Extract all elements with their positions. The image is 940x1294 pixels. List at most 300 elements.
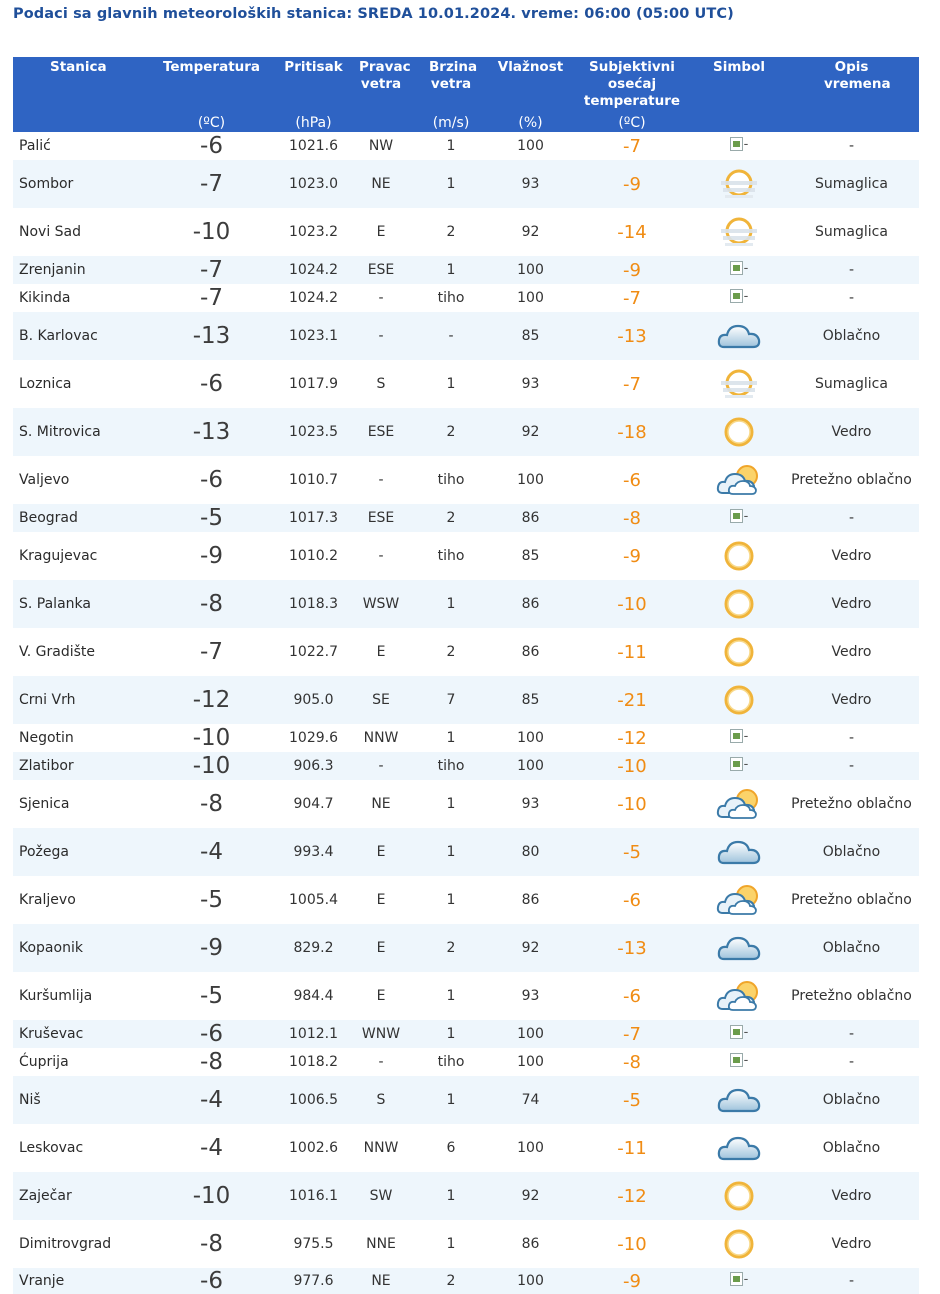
humidity-cell: 92 [491, 1172, 570, 1220]
wind-direction-cell: ESE [351, 504, 411, 532]
table-row [13, 504, 919, 532]
humidity-cell: 100 [517, 472, 544, 488]
table-body [13, 132, 919, 1294]
humidity-cell: 100 [491, 1020, 570, 1048]
humidity-cell: 86 [491, 504, 570, 532]
feels-like-cell: -6 [623, 889, 641, 911]
temperature-cell: -7 [147, 256, 276, 284]
temperature-cell: -6 [200, 467, 223, 493]
table-row [13, 1048, 919, 1076]
page-title: Podaci sa glavnih meteoroloških stanica: SREDA 10.01.2024. vreme: 06:00 (05:00 UTC) [13, 6, 734, 22]
weather-description-cell: Oblačno [784, 828, 919, 876]
weather-description-cell: Oblačno [822, 1140, 881, 1156]
cloud-icon [694, 924, 784, 972]
pressure-cell: 1002.6 [289, 1140, 338, 1156]
wind-direction-cell: - [378, 548, 384, 564]
pressure-cell: 1010.2 [289, 548, 338, 564]
temperature-cell: -6 [147, 1268, 276, 1294]
weather-description-cell: - [784, 752, 919, 780]
feels-like-cell: -10 [617, 793, 647, 815]
station-cell: Ćuprija [19, 1054, 69, 1070]
pressure-cell: 906.3 [276, 752, 351, 780]
partly-cloudy-icon [694, 972, 784, 1020]
feels-like-cell: -12 [617, 727, 647, 749]
col-header-humidity [491, 57, 570, 132]
stations-table [13, 57, 919, 1294]
pressure-cell: 1010.7 [289, 472, 338, 488]
table-header-row [13, 57, 919, 132]
table-row [13, 208, 919, 256]
wind-direction-cell: E [376, 988, 386, 1004]
col-header-wind-speed [411, 57, 491, 132]
wind-direction-cell: S [351, 1076, 411, 1124]
table-row [13, 256, 919, 284]
wind-speed-cell: 1 [446, 796, 456, 812]
sun-icon [694, 408, 784, 456]
feels-like-cell: -7 [570, 1020, 694, 1048]
col-header-label: Temperatura [162, 59, 261, 75]
temperature-cell: -4 [200, 1135, 223, 1161]
col-header-pressure [276, 57, 351, 132]
weather-description-cell: - [784, 1020, 919, 1048]
feels-like-cell: -9 [570, 160, 694, 208]
pressure-cell: 829.2 [276, 924, 351, 972]
station-cell: Negotin [19, 730, 74, 746]
wind-direction-cell: - [378, 1054, 384, 1070]
cloud-icon [694, 1124, 784, 1172]
feels-like-cell: -10 [617, 1233, 647, 1255]
table-row [13, 360, 919, 408]
feels-like-cell: -10 [570, 580, 694, 628]
weather-description-cell: Sumaglica [784, 160, 919, 208]
pressure-cell: 984.4 [293, 988, 334, 1004]
col-header-feels-like [570, 57, 694, 132]
col-header-unit: (hPa) [295, 115, 332, 131]
sun-icon [694, 628, 784, 676]
col-header-unit: (ºC) [618, 115, 646, 131]
haze-icon [694, 360, 784, 408]
station-cell: Kikinda [19, 290, 71, 306]
temperature-cell: -10 [147, 752, 276, 780]
pressure-cell: 1024.2 [289, 290, 338, 306]
wind-direction-cell: NE [351, 160, 411, 208]
feels-like-cell: -9 [623, 545, 641, 567]
pressure-cell: 1006.5 [276, 1076, 351, 1124]
col-header-label: Brzina vetra [429, 59, 478, 92]
humidity-cell: 100 [517, 290, 544, 306]
station-cell: Beograd [13, 504, 147, 532]
table-row [13, 408, 919, 456]
table-row [13, 160, 919, 208]
wind-speed-cell: 7 [411, 676, 491, 724]
weather-description-cell: - [784, 1268, 919, 1294]
col-header-unit: (%) [518, 115, 543, 131]
temperature-cell: -8 [200, 791, 223, 817]
wind-speed-cell: 1 [446, 730, 456, 746]
broken-image-icon: - [694, 1268, 784, 1294]
col-header-temperature [147, 57, 276, 132]
station-cell: S. Palanka [13, 580, 147, 628]
table-row [13, 724, 919, 752]
weather-description-cell: Vedro [831, 644, 872, 660]
pressure-cell: 1023.1 [276, 312, 351, 360]
pressure-cell: 1023.2 [289, 224, 338, 240]
pressure-cell: 1022.7 [289, 644, 338, 660]
feels-like-cell: -13 [570, 312, 694, 360]
temperature-cell: -8 [200, 1231, 223, 1257]
station-cell: Novi Sad [19, 224, 82, 240]
wind-direction-cell: WSW [351, 580, 411, 628]
broken-image-icon: - [694, 1020, 784, 1048]
wind-direction-cell: - [378, 290, 384, 306]
table-row [13, 628, 919, 676]
weather-description-cell: - [784, 256, 919, 284]
station-cell: Požega [13, 828, 147, 876]
weather-description-cell: - [848, 138, 855, 154]
humidity-cell: 100 [517, 730, 544, 746]
humidity-cell: 100 [491, 256, 570, 284]
wind-direction-cell: NE [371, 796, 391, 812]
feels-like-cell: -8 [623, 1051, 641, 1073]
pressure-cell: 1023.5 [276, 408, 351, 456]
wind-direction-cell: E [376, 224, 386, 240]
wind-speed-cell: 6 [446, 1140, 456, 1156]
wind-speed-cell: - [411, 312, 491, 360]
wind-speed-cell: 1 [446, 1236, 456, 1252]
col-header-label: Subjektivni osećaj temperature [583, 59, 681, 109]
pressure-cell: 1005.4 [289, 892, 338, 908]
temperature-cell: -9 [147, 924, 276, 972]
temperature-cell: -6 [147, 1020, 276, 1048]
wind-speed-cell: 2 [411, 408, 491, 456]
broken-image-icon: - [694, 504, 784, 532]
humidity-cell: 86 [521, 644, 540, 660]
feels-like-cell: -8 [570, 504, 694, 532]
humidity-cell: 100 [491, 752, 570, 780]
humidity-cell: 93 [521, 376, 540, 392]
station-cell: Leskovac [19, 1140, 84, 1156]
pressure-cell: 1017.9 [289, 376, 338, 392]
wind-direction-cell: E [351, 828, 411, 876]
weather-description-cell: Vedro [784, 676, 919, 724]
wind-speed-cell: 2 [411, 924, 491, 972]
col-header-label: Vlažnost [497, 59, 564, 75]
weather-description-cell: Vedro [831, 548, 872, 564]
temperature-cell: -4 [147, 1076, 276, 1124]
station-cell: Palić [19, 138, 51, 154]
wind-speed-cell: 2 [446, 644, 456, 660]
weather-description-cell: Oblačno [784, 924, 919, 972]
table-row [13, 1220, 919, 1268]
wind-direction-cell: SW [351, 1172, 411, 1220]
broken-image-icon: - [694, 284, 784, 312]
wind-direction-cell: NNE [366, 1236, 396, 1252]
col-header-label: Opis vremena [824, 59, 891, 92]
pressure-cell: 1017.3 [276, 504, 351, 532]
wind-speed-cell: 1 [446, 376, 456, 392]
feels-like-cell: -6 [623, 985, 641, 1007]
temperature-cell: -7 [147, 160, 276, 208]
weather-description-cell: Pretežno oblačno [791, 892, 912, 908]
feels-like-cell: -14 [617, 221, 647, 243]
col-header-label: Stanica [50, 59, 107, 75]
station-cell: V. Gradište [19, 644, 96, 660]
col-header-unit: (ºC) [197, 115, 226, 131]
station-cell: Valjevo [19, 472, 70, 488]
temperature-cell: -6 [200, 133, 223, 159]
sun-icon [694, 532, 784, 580]
feels-like-cell: -6 [623, 469, 641, 491]
broken-image-icon: - [694, 132, 784, 160]
table-row [13, 284, 919, 312]
feels-like-cell: -9 [570, 256, 694, 284]
weather-description-cell: Pretežno oblačno [791, 472, 912, 488]
broken-image-icon: - [694, 752, 784, 780]
table-row [13, 876, 919, 924]
wind-direction-cell: - [351, 752, 411, 780]
sun-icon [694, 1220, 784, 1268]
wind-speed-cell: 1 [446, 988, 456, 1004]
weather-description-cell: - [848, 1054, 855, 1070]
table-row [13, 972, 919, 1020]
station-cell: Kuršumlija [19, 988, 93, 1004]
sun-icon [694, 580, 784, 628]
wind-direction-cell: E [351, 924, 411, 972]
temperature-cell: -4 [147, 828, 276, 876]
stations-table-wrapper [13, 57, 919, 1294]
humidity-cell: 85 [491, 676, 570, 724]
station-cell: Kragujevac [19, 548, 98, 564]
temperature-cell: -12 [147, 676, 276, 724]
temperature-cell: -10 [192, 219, 231, 245]
wind-speed-cell: 2 [411, 1268, 491, 1294]
wind-direction-cell: NW [368, 138, 394, 154]
humidity-cell: 100 [517, 1140, 544, 1156]
table-row [13, 1268, 919, 1294]
humidity-cell: 86 [491, 580, 570, 628]
station-cell: Loznica [19, 376, 72, 392]
wind-direction-cell: ESE [351, 256, 411, 284]
table-row [13, 1172, 919, 1220]
broken-image-icon: - [694, 724, 784, 752]
weather-description-cell: Vedro [784, 1172, 919, 1220]
wind-speed-cell: 1 [411, 256, 491, 284]
station-cell: Vranje [13, 1268, 147, 1294]
weather-description-cell: - [848, 730, 855, 746]
weather-description-cell: Sumaglica [815, 376, 888, 392]
feels-like-cell: -21 [570, 676, 694, 724]
station-cell: S. Mitrovica [13, 408, 147, 456]
humidity-cell: 74 [491, 1076, 570, 1124]
weather-description-cell: Vedro [784, 580, 919, 628]
humidity-cell: 93 [521, 796, 540, 812]
station-cell: Kraljevo [19, 892, 76, 908]
temperature-cell: -10 [147, 1172, 276, 1220]
wind-direction-cell: - [351, 312, 411, 360]
wind-direction-cell: ESE [351, 408, 411, 456]
col-header-unit: (m/s) [432, 115, 470, 131]
pressure-cell: 1016.1 [276, 1172, 351, 1220]
cloud-icon [694, 312, 784, 360]
station-cell: Sombor [13, 160, 147, 208]
humidity-cell: 92 [521, 224, 540, 240]
temperature-cell: -8 [200, 1049, 223, 1075]
humidity-cell: 80 [491, 828, 570, 876]
wind-direction-cell: E [376, 644, 386, 660]
temperature-cell: -7 [200, 639, 223, 665]
pressure-cell: 1021.6 [289, 138, 338, 154]
col-header-description [784, 57, 919, 132]
wind-speed-cell: 2 [446, 224, 456, 240]
feels-like-cell: -13 [570, 924, 694, 972]
feels-like-cell: -7 [623, 135, 641, 157]
pressure-cell: 975.5 [293, 1236, 334, 1252]
sun-icon [694, 676, 784, 724]
wind-speed-cell: tiho [437, 290, 465, 306]
table-row [13, 456, 919, 504]
broken-image-icon: - [694, 256, 784, 284]
humidity-cell: 100 [491, 1268, 570, 1294]
table-row [13, 532, 919, 580]
humidity-cell: 85 [491, 312, 570, 360]
weather-description-cell: Oblačno [784, 1076, 919, 1124]
wind-speed-cell: 1 [446, 138, 456, 154]
col-header-station [13, 57, 147, 132]
weather-description-cell: Vedro [784, 408, 919, 456]
temperature-cell: -5 [147, 504, 276, 532]
pressure-cell: 1012.1 [276, 1020, 351, 1048]
station-cell: Zrenjanin [13, 256, 147, 284]
pressure-cell: 1023.0 [276, 160, 351, 208]
station-cell: Crni Vrh [13, 676, 147, 724]
feels-like-cell: -10 [570, 752, 694, 780]
wind-speed-cell: 1 [411, 580, 491, 628]
temperature-cell: -13 [147, 408, 276, 456]
station-cell: Kopaonik [13, 924, 147, 972]
temperature-cell: -5 [200, 983, 223, 1009]
wind-speed-cell: 1 [446, 892, 456, 908]
station-cell: B. Karlovac [13, 312, 147, 360]
weather-description-cell: Oblačno [784, 312, 919, 360]
feels-like-cell: -18 [570, 408, 694, 456]
weather-description-cell: Sumaglica [815, 224, 888, 240]
wind-speed-cell: 1 [411, 1172, 491, 1220]
cloud-icon [694, 1076, 784, 1124]
wind-speed-cell: tiho [411, 752, 491, 780]
wind-speed-cell: 1 [411, 1020, 491, 1048]
col-header-symbol [694, 57, 784, 132]
table-row [13, 580, 919, 628]
temperature-cell: -7 [200, 285, 223, 311]
feels-like-cell: -9 [570, 1268, 694, 1294]
pressure-cell: 905.0 [276, 676, 351, 724]
col-header-label: Simbol [713, 59, 765, 75]
wind-direction-cell: SE [351, 676, 411, 724]
station-cell: Kruševac [13, 1020, 147, 1048]
station-cell: Niš [13, 1076, 147, 1124]
table-row [13, 676, 919, 724]
wind-speed-cell: tiho [437, 472, 465, 488]
feels-like-cell: -7 [623, 287, 641, 309]
feels-like-cell: -5 [570, 1076, 694, 1124]
pressure-cell: 993.4 [276, 828, 351, 876]
humidity-cell: 92 [491, 408, 570, 456]
partly-cloudy-icon [694, 780, 784, 828]
weather-description-cell: Pretežno oblačno [791, 988, 912, 1004]
weather-description-cell: Pretežno oblačno [791, 796, 912, 812]
wind-direction-cell: NNW [363, 730, 399, 746]
wind-speed-cell: 2 [411, 504, 491, 532]
table-row [13, 828, 919, 876]
broken-image-icon: - [694, 1048, 784, 1076]
haze-icon [694, 160, 784, 208]
col-header-label: Pritisak [284, 59, 343, 75]
wind-direction-cell: NNW [363, 1140, 399, 1156]
pressure-cell: 1018.3 [276, 580, 351, 628]
wind-direction-cell: - [378, 472, 384, 488]
partly-cloudy-icon [694, 456, 784, 504]
table-row [13, 752, 919, 780]
pressure-cell: 1018.2 [289, 1054, 338, 1070]
station-cell: Zaječar [13, 1172, 147, 1220]
table-row [13, 780, 919, 828]
table-row [13, 132, 919, 160]
station-cell: Dimitrovgrad [19, 1236, 112, 1252]
wind-direction-cell: S [376, 376, 386, 392]
humidity-cell: 100 [517, 138, 544, 154]
table-row [13, 312, 919, 360]
table-row [13, 924, 919, 972]
table-row [13, 1124, 919, 1172]
pressure-cell: 904.7 [293, 796, 334, 812]
humidity-cell: 100 [517, 1054, 544, 1070]
wind-speed-cell: 1 [411, 1076, 491, 1124]
col-header-label: Pravac vetra [359, 59, 411, 92]
wind-speed-cell: 1 [411, 828, 491, 876]
humidity-cell: 93 [491, 160, 570, 208]
feels-like-cell: -11 [617, 1137, 647, 1159]
feels-like-cell: -5 [570, 828, 694, 876]
col-header-wind-direction [351, 57, 411, 132]
feels-like-cell: -11 [617, 641, 647, 663]
temperature-cell: -5 [200, 887, 223, 913]
cloud-icon [694, 828, 784, 876]
wind-speed-cell: 1 [411, 160, 491, 208]
haze-icon [694, 208, 784, 256]
wind-speed-cell: tiho [437, 1054, 465, 1070]
feels-like-cell: -12 [570, 1172, 694, 1220]
humidity-cell: 86 [521, 1236, 540, 1252]
pressure-cell: 1024.2 [276, 256, 351, 284]
pressure-cell: 977.6 [276, 1268, 351, 1294]
wind-direction-cell: NE [351, 1268, 411, 1294]
table-row [13, 1020, 919, 1048]
humidity-cell: 93 [521, 988, 540, 1004]
weather-description-cell: - [784, 504, 919, 532]
temperature-cell: -6 [200, 371, 223, 397]
temperature-cell: -10 [192, 725, 231, 751]
temperature-cell: -13 [147, 312, 276, 360]
weather-description-cell: Vedro [831, 1236, 872, 1252]
station-cell: Sjenica [19, 796, 70, 812]
temperature-cell: -8 [147, 580, 276, 628]
humidity-cell: 85 [521, 548, 540, 564]
table-row [13, 1076, 919, 1124]
wind-direction-cell: WNW [351, 1020, 411, 1048]
humidity-cell: 86 [521, 892, 540, 908]
feels-like-cell: -7 [623, 373, 641, 395]
weather-description-cell: - [848, 290, 855, 306]
